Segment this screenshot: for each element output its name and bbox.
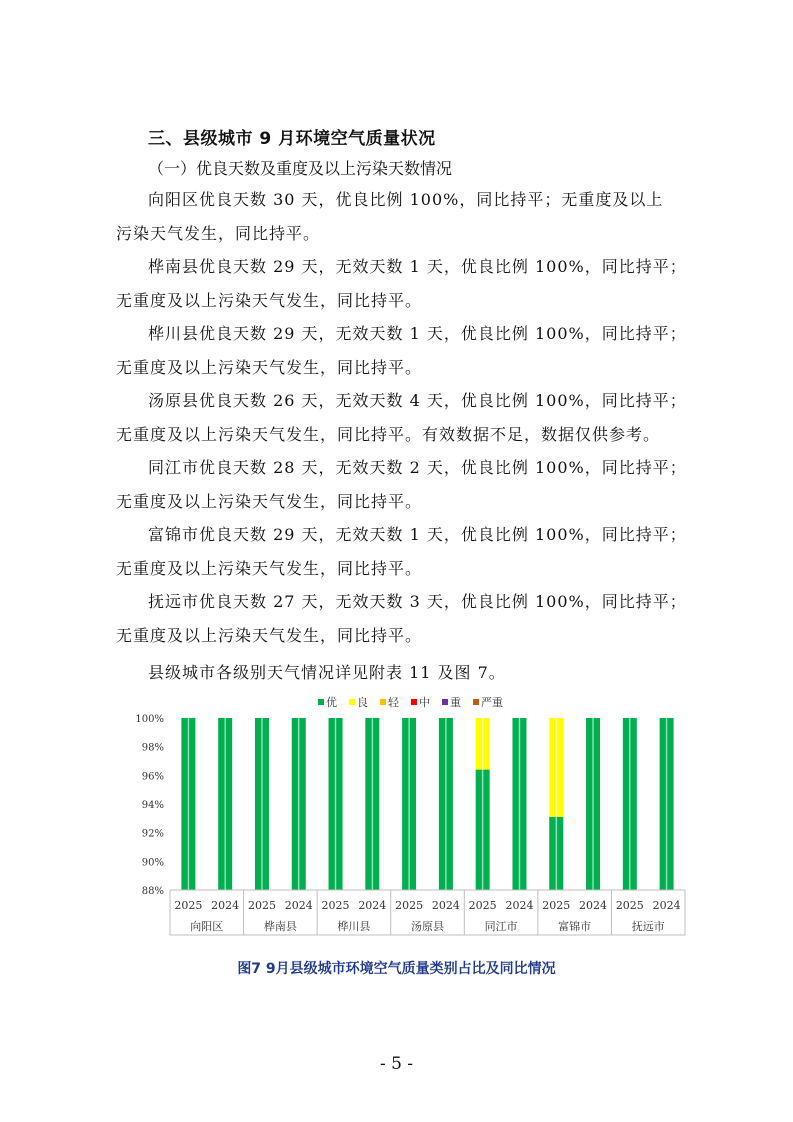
- paragraph-line: 同江市优良天数 28 天，无效天数 2 天，优良比例 100%，同比持平；: [148, 458, 687, 477]
- closing-sentence: 县级城市各级别天气情况详见附表 11 及图 7。: [148, 663, 506, 682]
- legend-swatch: [442, 699, 448, 705]
- group-label: 向阳区: [190, 920, 224, 933]
- paragraph-line: 无重度及以上污染天气发生，同比持平。: [116, 358, 423, 377]
- legend-label: 优: [326, 696, 337, 709]
- group-label: 抚远市: [631, 920, 665, 933]
- paragraph-line: 无重度及以上污染天气发生，同比持平。: [116, 291, 423, 310]
- x-tick-label: 2025: [542, 899, 571, 912]
- y-tick-label: 100%: [135, 714, 164, 725]
- bar-优-13: [660, 718, 674, 890]
- paragraph-line: 污染天气发生，同比持平。: [116, 224, 321, 243]
- x-axis: [170, 890, 685, 935]
- y-tick-label: 94%: [141, 800, 164, 811]
- group-label: 同江市: [484, 920, 518, 933]
- paragraph-line: 桦川县优良天数 29 天，无效天数 1 天，优良比例 100%，同比持平；: [148, 324, 687, 343]
- paragraph-line: 无重度及以上污染天气发生，同比持平。有效数据不足，数据仅供参考。: [116, 425, 661, 444]
- x-tick-label: 2024: [284, 899, 313, 912]
- legend-swatch: [318, 699, 324, 705]
- y-tick-label: 88%: [141, 886, 164, 897]
- legend-swatch: [411, 699, 417, 705]
- paragraph-line: 桦南县优良天数 29 天，无效天数 1 天，优良比例 100%，同比持平；: [148, 257, 687, 276]
- bar-良-8: [476, 718, 490, 770]
- y-tick-label: 90%: [141, 857, 164, 869]
- bar-优-3: [292, 718, 306, 890]
- bar-series: [181, 718, 673, 890]
- bar-优-11: [586, 718, 600, 890]
- page-number: - 5 -: [379, 1054, 414, 1074]
- bar-优-8: [476, 770, 490, 890]
- x-tick-label: 2025: [615, 899, 644, 912]
- bar-优-7: [439, 718, 453, 890]
- paragraph-line: 无重度及以上污染天气发生，同比持平。: [116, 626, 423, 645]
- bar-优-0: [181, 718, 195, 890]
- bar-优-4: [329, 718, 343, 890]
- y-tick-label: 98%: [141, 742, 164, 754]
- bar-优-1: [218, 718, 232, 890]
- x-tick-label: 2025: [174, 899, 203, 912]
- legend-label: 良: [357, 696, 368, 709]
- paragraph-line: 向阳区优良天数 30 天，优良比例 100%，同比持平；无重度及以上: [148, 190, 664, 209]
- legend-swatch: [380, 699, 386, 705]
- x-tick-label: 2024: [358, 899, 387, 912]
- group-label: 富锦市: [558, 920, 592, 933]
- x-tick-label: 2025: [395, 899, 424, 912]
- paragraph-line: 无重度及以上污染天气发生，同比持平。: [116, 559, 423, 578]
- paragraph-line: 汤原县优良天数 26 天，无效天数 4 天，优良比例 100%，同比持平；: [148, 391, 687, 410]
- air-quality-stacked-bar-chart: [118, 690, 698, 940]
- bar-优-2: [255, 718, 269, 890]
- x-tick-label: 2024: [652, 899, 681, 912]
- bar-优-12: [623, 718, 637, 890]
- x-tick-label: 2024: [431, 899, 460, 912]
- x-tick-label: 2025: [247, 899, 276, 912]
- bar-优-9: [512, 718, 526, 890]
- legend-swatch: [473, 699, 479, 705]
- section-heading: 三、县级城市 9 月环境空气质量状况: [148, 129, 436, 149]
- x-tick-label: 2024: [505, 899, 534, 912]
- bar-优-5: [365, 718, 379, 890]
- legend-label: 轻: [388, 696, 399, 709]
- x-tick-label: 2024: [579, 899, 608, 912]
- chart-legend: [318, 695, 503, 709]
- y-tick-label: 96%: [141, 771, 164, 783]
- group-label: 桦川县: [337, 920, 371, 933]
- x-tick-label: 2025: [468, 899, 497, 912]
- y-axis: [135, 714, 164, 897]
- paragraph-line: 无重度及以上污染天气发生，同比持平。: [116, 492, 423, 511]
- y-tick-label: 92%: [141, 828, 164, 840]
- legend-label: 严重: [481, 696, 503, 709]
- legend-label: 中: [419, 696, 430, 709]
- subsection-heading: （一）优良天数及重度及以上污染天数情况: [148, 159, 453, 178]
- bar-优-10: [549, 817, 563, 890]
- x-tick-label: 2024: [211, 899, 240, 912]
- legend-swatch: [349, 699, 355, 705]
- group-label: 桦南县: [263, 920, 297, 933]
- figure-caption: 图7 9月县级城市环境空气质量类别占比及同比情况: [237, 961, 556, 977]
- bar-优-6: [402, 718, 416, 890]
- legend-label: 重: [450, 696, 461, 709]
- paragraph-line: 富锦市优良天数 29 天，无效天数 1 天，优良比例 100%，同比持平；: [148, 525, 687, 544]
- group-label: 汤原县: [411, 920, 444, 933]
- paragraph-line: 抚远市优良天数 27 天，无效天数 3 天，优良比例 100%，同比持平；: [148, 592, 687, 611]
- bar-良-10: [549, 718, 563, 817]
- x-tick-label: 2025: [321, 899, 350, 912]
